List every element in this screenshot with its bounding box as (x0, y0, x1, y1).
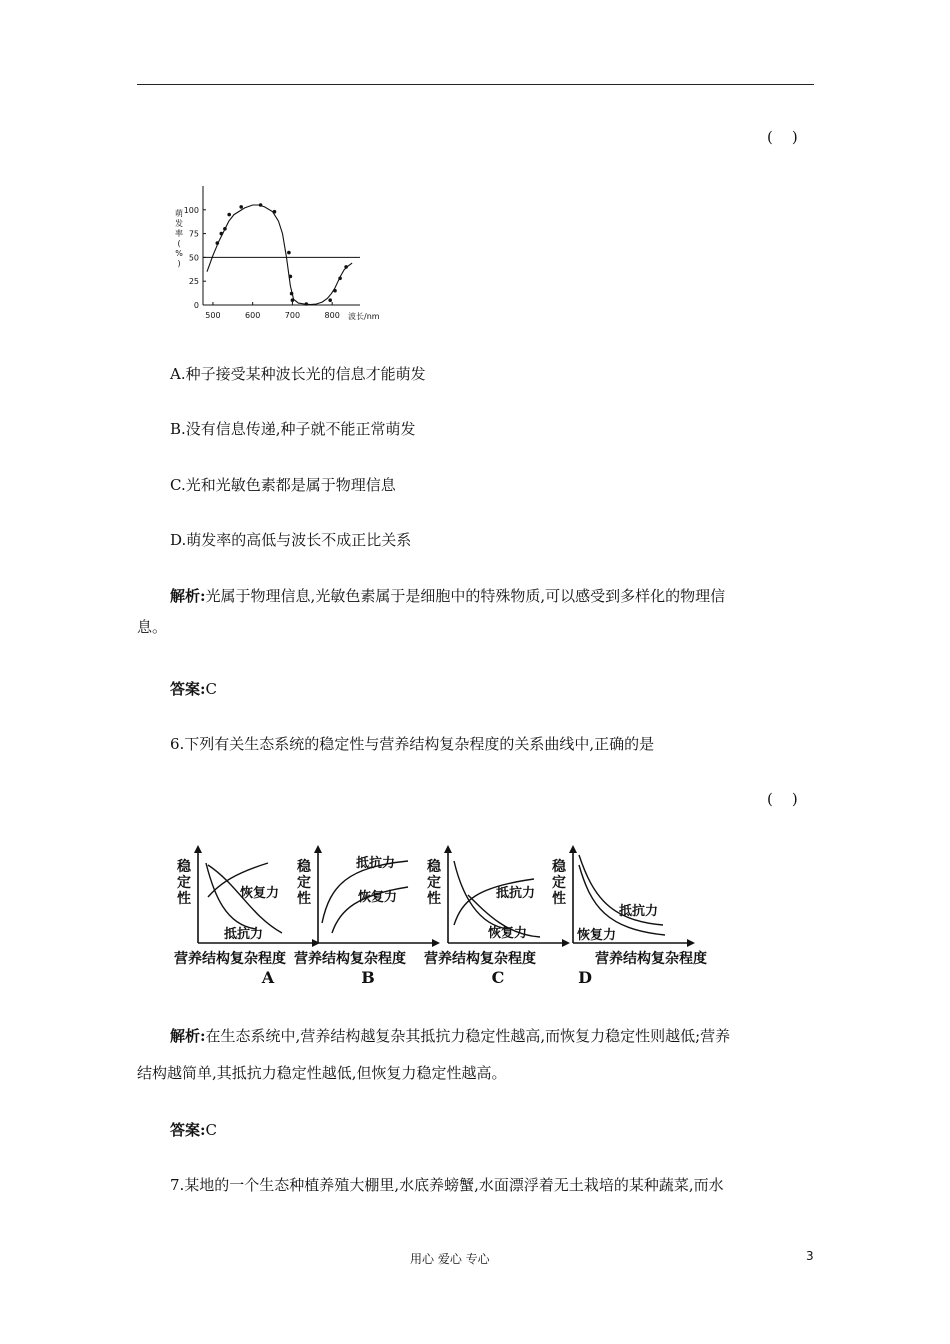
data-point (239, 205, 243, 209)
y-tick-label: 75 (188, 229, 199, 239)
x-axis-label: 营养结构复杂程度 (595, 951, 707, 967)
y-axis-label-char: 定 (427, 875, 441, 891)
data-point (305, 302, 309, 306)
analysis-label: 解析: (170, 587, 206, 605)
x-axis-label: 波长/nm (348, 312, 380, 321)
option-c: C.光和光敏色素都是属于物理信息 (170, 476, 396, 494)
y-axis-label-char: 定 (552, 875, 566, 891)
label-recovery: 恢复力 (358, 890, 398, 905)
data-point (338, 277, 342, 281)
answer-label: 答案: (170, 1121, 206, 1139)
y-tick-label: 0 (193, 301, 199, 310)
y-axis-label-char: 定 (297, 875, 311, 891)
y-tick-label: 50 (188, 253, 199, 263)
graph-B (294, 847, 438, 987)
data-point (259, 203, 263, 207)
graph-C (424, 847, 568, 987)
answer-label: 答案: (170, 680, 206, 698)
label-resistance: 抵抗力 (356, 856, 396, 871)
x-axis-label: 营养结构复杂程度 (294, 951, 406, 967)
y-axis-label: 萌发率( % ) (175, 209, 183, 268)
footer-motto: 用心 爱心 专心 (410, 1252, 490, 1266)
label-recovery: 恢复力 (240, 886, 280, 901)
label-resistance: 抵抗力 (496, 886, 536, 901)
y-axis-label-char: 定 (177, 875, 191, 891)
q5-answer (170, 679, 217, 699)
y-axis-label-char: 稳 (297, 859, 311, 875)
y-axis-label-char: 性 (427, 891, 441, 907)
x-tick-label: 500 (205, 311, 221, 320)
answer-blank-q6: ( ) (767, 790, 798, 808)
graph-letter: C (491, 968, 505, 987)
data-point (333, 289, 337, 293)
analysis-text-1: 在生态系统中,营养结构越复杂其抵抗力稳定性越高,而恢复力稳定性则越低;营养 (205, 1027, 731, 1045)
analysis-text-2: 息。 (137, 618, 168, 636)
q6-question: 6.下列有关生态系统的稳定性与营养结构复杂程度的关系曲线中,正确的是 (170, 735, 655, 753)
x-tick-label: 700 (284, 311, 301, 320)
x-tick-label: 600 (245, 311, 261, 320)
q7-question: 7.某地的一个生态种植养殖大棚里,水底养螃蟹,水面漂浮着无土栽培的某种蔬菜,而水 (170, 1176, 724, 1194)
graph-letter: B (361, 968, 375, 987)
data-point (287, 251, 291, 255)
y-axis-label-char: 稳 (177, 859, 191, 875)
analysis-label: 解析: (170, 1027, 206, 1045)
label-resistance: 抵抗力 (619, 904, 659, 919)
stability-graphs (168, 825, 708, 990)
data-point (328, 298, 332, 302)
y-axis-label-char: 稳 (552, 859, 566, 875)
y-tick-label: 25 (188, 277, 199, 287)
x-axis-label: 营养结构复杂程度 (174, 951, 286, 967)
y-axis-label-char: 性 (552, 891, 566, 907)
y-tick-label: 100 (183, 205, 199, 215)
germination-curve (207, 205, 352, 305)
y-axis-label-char: 性 (297, 891, 311, 907)
option-a: A.种子接受某种波长光的信息才能萌发 (170, 365, 426, 383)
data-point (220, 232, 224, 236)
germination-chart (170, 180, 410, 330)
analysis-text-1: 光属于物理信息,光敏色素属于是细胞中的特殊物质,可以感受到多样化的物理信 (205, 587, 726, 605)
answer-value: C (205, 1121, 218, 1139)
data-point (289, 275, 293, 279)
answer-blank-q5: ( ) (767, 128, 798, 146)
graph-letter: A (261, 968, 275, 987)
x-tick-label: 800 (324, 311, 340, 320)
data-point (291, 298, 295, 302)
data-point (273, 210, 277, 214)
graph-D (551, 847, 707, 987)
page-number: 3 (806, 1249, 814, 1263)
analysis-text-2: 结构越简单,其抵抗力稳定性越低,但恢复力稳定性越高。 (137, 1064, 507, 1082)
label-resistance: 抵抗力 (224, 927, 264, 942)
data-point (227, 213, 231, 217)
answer-value: C (205, 680, 218, 698)
x-axis-label: 营养结构复杂程度 (424, 951, 536, 967)
data-point (216, 241, 220, 245)
label-recovery: 恢复力 (577, 928, 617, 943)
option-b: B.没有信息传递,种子就不能正常萌发 (170, 420, 416, 438)
data-point (344, 265, 348, 269)
q6-answer (170, 1120, 217, 1140)
graph-letter: D (578, 968, 592, 987)
q5-analysis (137, 586, 814, 637)
stability-curve (579, 865, 665, 935)
y-axis-label-char: 稳 (427, 859, 441, 875)
q6-analysis (137, 1026, 814, 1083)
header-rule (137, 84, 814, 85)
y-axis-label-char: 性 (177, 891, 191, 907)
data-point (223, 227, 227, 231)
data-point (290, 292, 294, 296)
label-recovery: 恢复力 (488, 926, 528, 941)
option-d: D.萌发率的高低与波长不成正比关系 (170, 531, 412, 549)
